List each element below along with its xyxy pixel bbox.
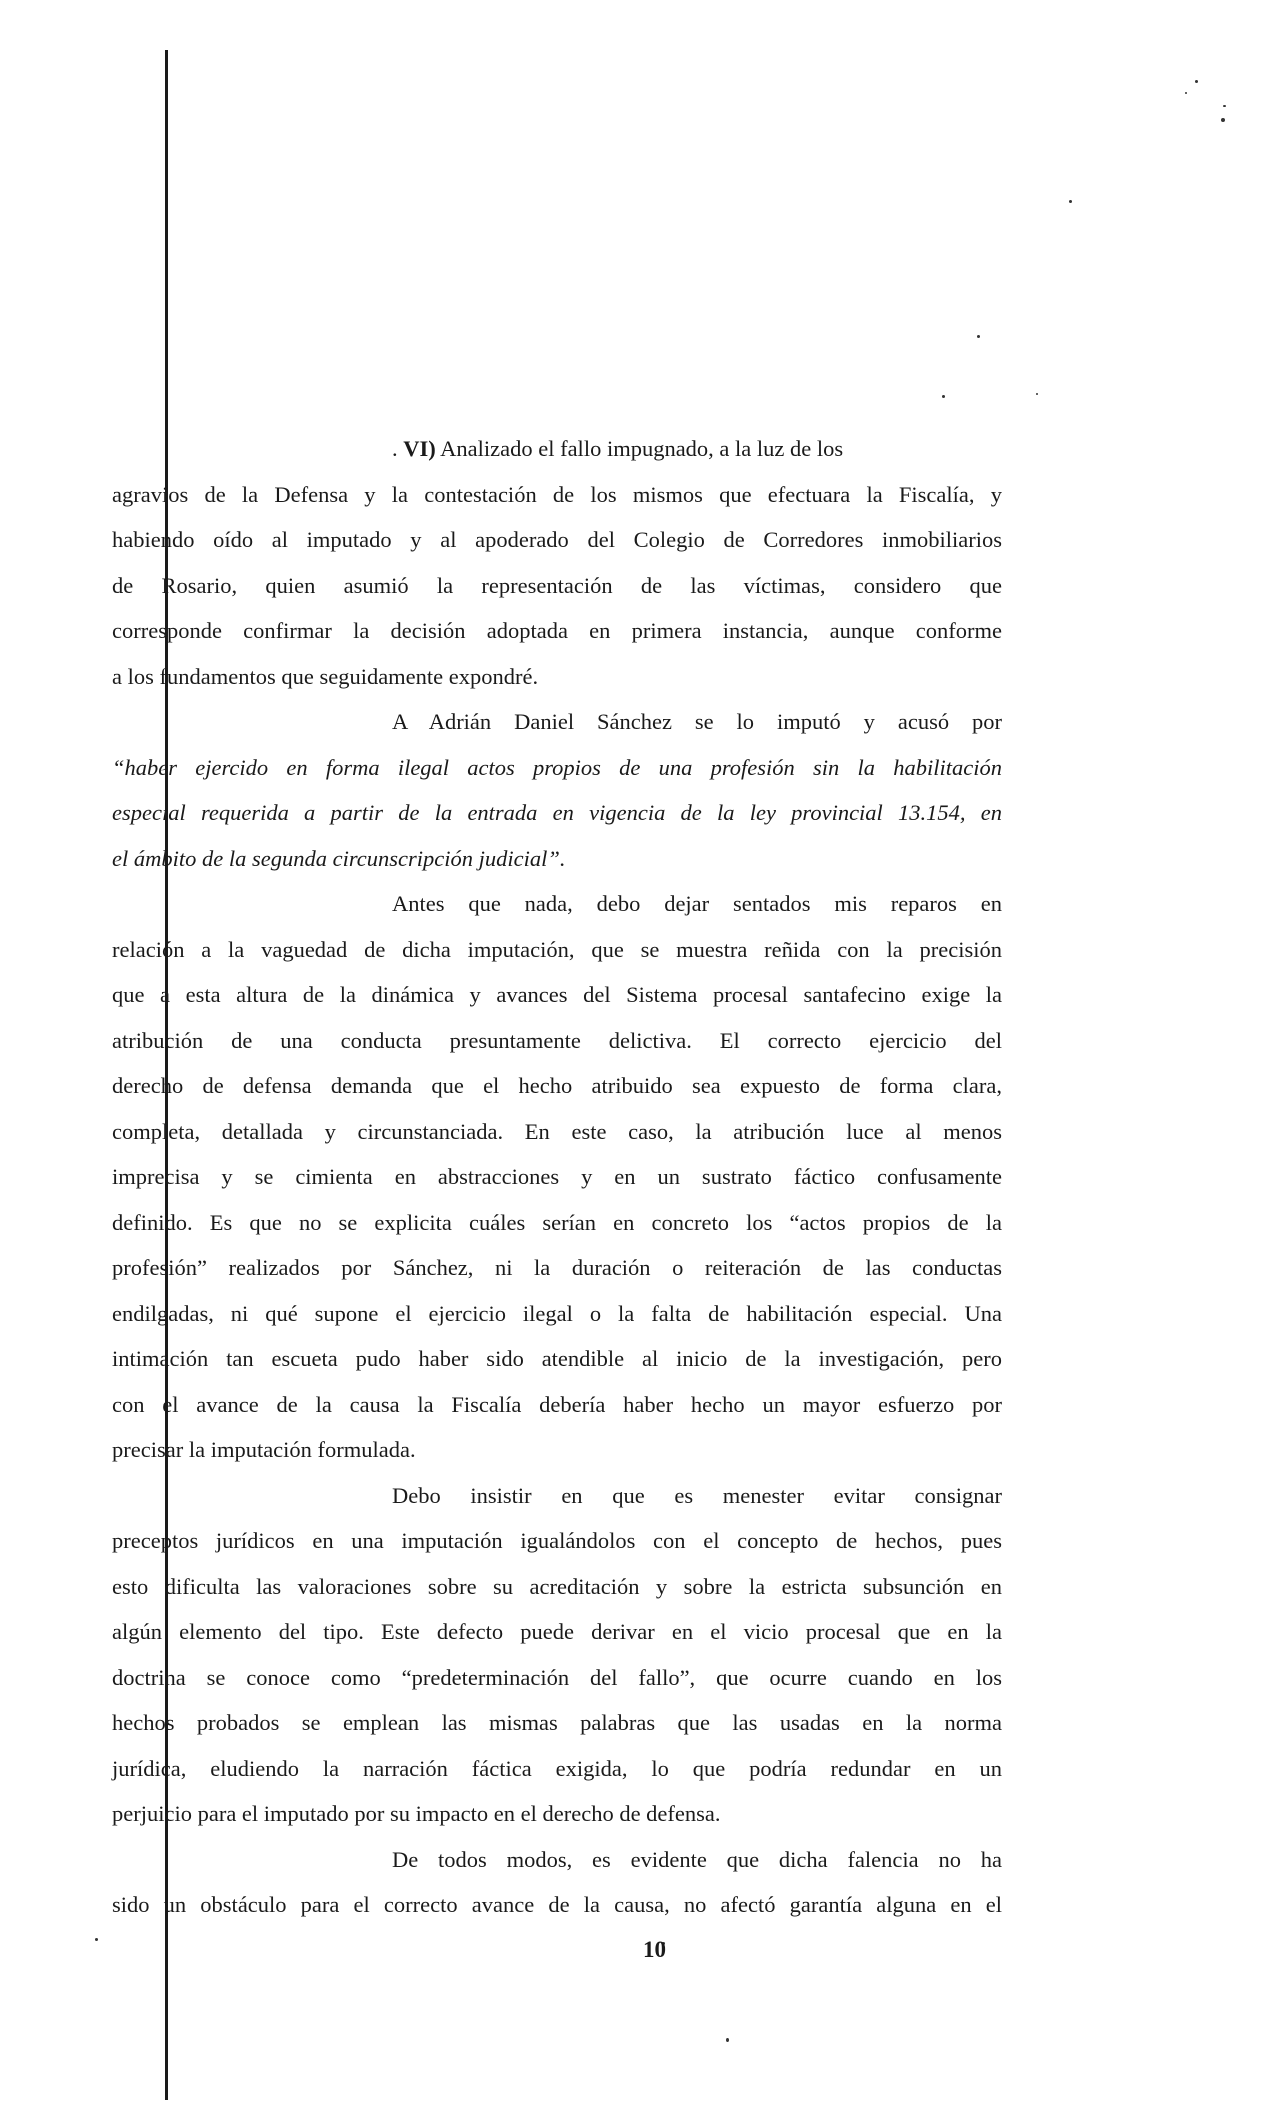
scan-speck [1185,92,1187,94]
scan-speck [942,395,945,398]
text-line: atribución de una conducta presuntamente delictiva. El correcto ejercicio del [112,1027,1002,1053]
text-line: “haber ejercido en forma ilegal actos propios de una profesión sin la habilitación [112,754,1002,780]
scan-speck [977,335,980,338]
text-line: relación a la vaguedad de dicha imputación, que se muestra reñida con la precisión [112,936,1002,962]
text-line: perjuicio para el imputado por su impacto en el derecho de defensa. [112,1801,721,1826]
text-line: agravios de la Defensa y la contestación de los mismos que efectuara la Fiscalía, y [112,481,1002,507]
text-line: De todos modos, es evidente que dicha falencia no ha [392,1846,1002,1872]
scan-speck [726,2038,729,2042]
text-line: habiendo oído al imputado y al apoderado del Colegio de Corredores inmobiliarios [112,527,1002,552]
text-line: sido un obstáculo para el correcto avance de la causa, no afectó garantía alguna en el [112,1892,1002,1917]
body-text [112,426,1002,1928]
text-line: . VI) Analizado el fallo impugnado, a la luz de los [392,436,844,461]
text-line: preceptos jurídicos en una imputación igualándolos con el concepto de hechos, pues [112,1528,1002,1553]
text-line: intimación tan escueta pudo haber sido atendible al inicio de la investigación, pero [112,1346,1002,1371]
text-line: Antes que nada, debo dejar sentados mis reparos en [392,891,1002,916]
text-line: esto dificulta las valoraciones sobre su acreditación y sobre la estricta subsunción en [112,1573,1002,1599]
scan-speck [1221,118,1225,122]
scan-speck [1223,105,1226,107]
text-line: corresponde confirmar la decisión adoptada en primera instancia, aunque conforme [112,618,1002,643]
text-line: de Rosario, quien asumió la representación de las víctimas, considero que [112,572,1002,598]
scan-speck [1036,393,1038,395]
text-line: algún elemento del tipo. Este defecto puede derivar en el vicio procesal que en la [112,1619,1002,1644]
text-line: endilgadas, ni qué supone el ejercicio ilegal o la falta de habilitación especial. Una [112,1300,1002,1326]
text-line: profesión” realizados por Sánchez, ni la duración o reiteración de las conductas [112,1255,1002,1280]
text-line: hechos probados se emplean las mismas palabras que las usadas en la norma [112,1710,1002,1735]
text-line: el ámbito de la segunda circunscripción judicial”. [112,845,566,871]
section-number: VI) [403,436,436,461]
text-line: con el avance de la causa la Fiscalía debería haber hecho un mayor esfuerzo por [112,1391,1002,1417]
text-line: jurídica, eludiendo la narración fáctica exigida, lo que podría redundar en un [112,1755,1002,1781]
text-line: que a esta altura de la dinámica y avances del Sistema procesal santafecino exige la [112,982,1002,1007]
text-line: Debo insistir en que es menester evitar consignar [392,1482,1002,1508]
text-line: imprecisa y se cimienta en abstracciones y en un sustrato fáctico confusamente [112,1164,1002,1189]
text-line: a los fundamentos que seguidamente expondré. [112,663,539,689]
text-line: doctrina se conoce como “predeterminación del fallo”, que ocurre cuando en los [112,1664,1002,1690]
text-line: definido. Es que no se explicita cuáles serían en concreto los “actos propios de la [112,1209,1002,1235]
text-line: precisar la imputación formulada. [112,1437,416,1462]
text-line: derecho de defensa demanda que el hecho atribuido sea expuesto de forma clara, [112,1073,1002,1098]
page-number: 10 [643,1937,666,1962]
text-line: especial requerida a partir de la entrada en vigencia de la ley provincial 13.154, en [112,800,1002,825]
text-line: A Adrián Daniel Sánchez se lo imputó y acusó por [392,709,1002,734]
scan-speck [1195,80,1198,83]
text-line: completa, detallada y circunstanciada. En este caso, la atribución luce al menos [112,1118,1002,1144]
scan-speck [1069,200,1072,203]
